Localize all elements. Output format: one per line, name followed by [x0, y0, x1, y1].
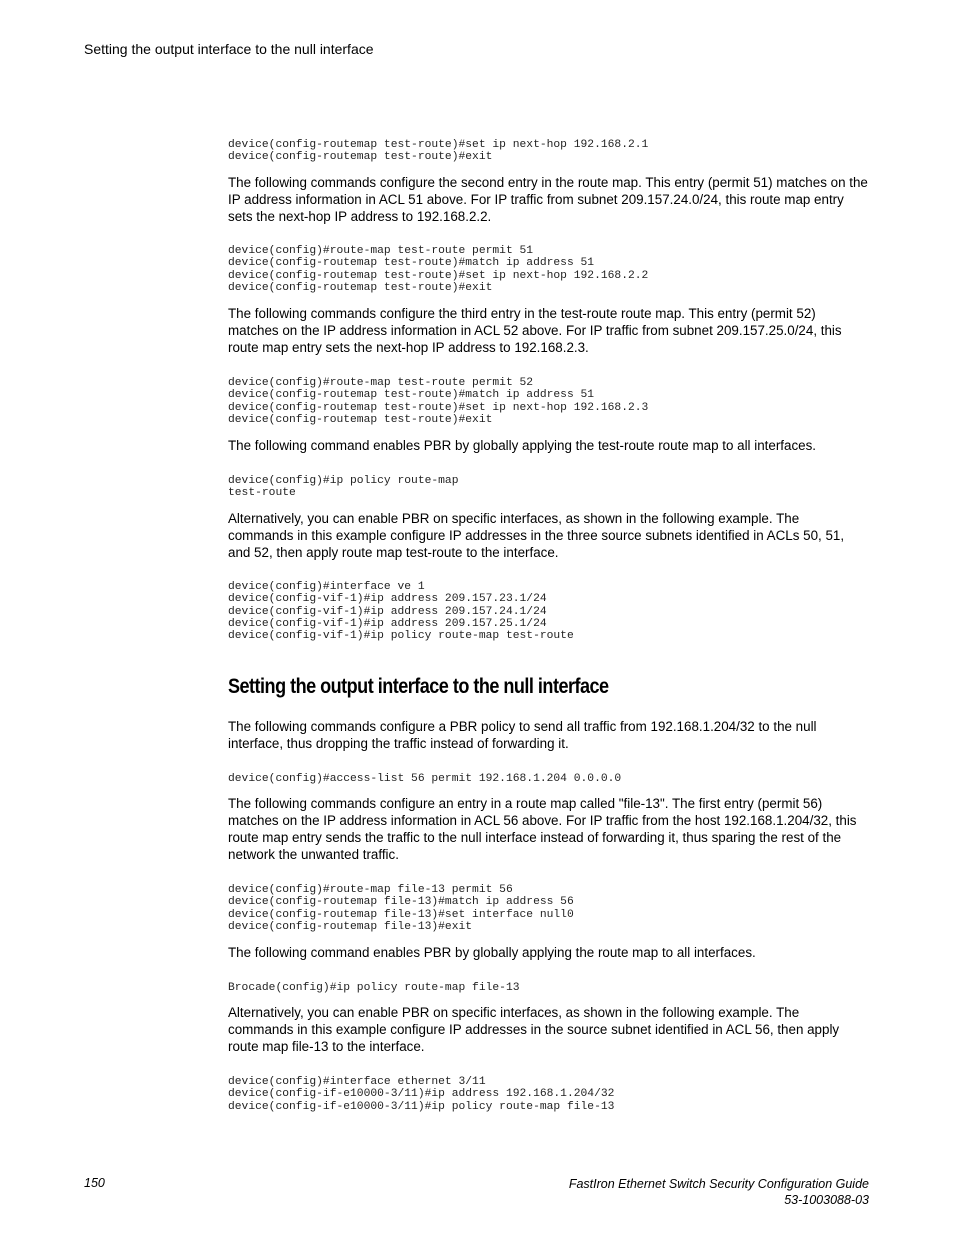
page-number: 150: [84, 1176, 105, 1190]
code-block: device(config-routemap test-route)#set ip next-hop 192.168.2.1 device(config-routemap test-route)#exit: [228, 139, 649, 164]
code-block: device(config)#route-map file-13 permit 56 device(config-routemap file-13)#match ip address 56 device(config-routemap file-13)#set interface null0 device(config-routemap file-13)#exit: [228, 884, 574, 933]
section-heading: Setting the output interface to the null interface: [228, 675, 609, 698]
code-block: device(config)#interface ethernet 3/11 device(config-if-e10000-3/11)#ip address 192.168.1.204/32 device(config-if-e10000-3/11)#ip policy route-map file-13: [228, 1076, 615, 1113]
body-paragraph: The following commands configure a PBR policy to send all traffic from 192.168.1.204/32 to the null interface, thus dropping the traffic instead of forwarding it.: [228, 719, 817, 751]
body-paragraph: The following command enables PBR by globally applying the test-route route map to all interfaces.: [228, 438, 817, 453]
code-block: device(config)#ip policy route-map test-route: [228, 475, 459, 500]
code-block: device(config)#access-list 56 permit 192.168.1.204 0.0.0.0: [228, 773, 622, 785]
doc-number: 53-1003088-03: [784, 1193, 869, 1207]
body-paragraph: Alternatively, you can enable PBR on specific interfaces, as shown in the following example. The commands in this example configure IP addresses in the source subnet identified in ACL 56, then apply route map file-13 to the interface.: [228, 1005, 840, 1054]
code-block: device(config)#route-map test-route permit 52 device(config-routemap test-route)#match ip address 51 device(config-routemap test-route)#set ip next-hop 192.168.2.3 device(config-routemap test-route)#exit: [228, 377, 649, 426]
body-paragraph: The following command enables PBR by globally applying the route map to all interfaces.: [228, 945, 756, 960]
body-paragraph: The following commands configure the second entry in the route map. This entry (permit 51) matches on the IP address information in ACL 51 above. For IP traffic from subnet 209.157.24.0/24, this route map entry sets the next-hop IP address to 192.168.2.2.: [228, 175, 868, 224]
code-block: Brocade(config)#ip policy route-map file-13: [228, 982, 520, 994]
body-paragraph: The following commands configure the third entry in the test-route route map. This entry (permit 52) matches on the IP address information in ACL 52 above. For IP traffic from subnet 209.157.25.0/24, this route map entry sets the next-hop IP address to 192.168.2.3.: [228, 306, 842, 355]
code-block: device(config)#interface ve 1 device(config-vif-1)#ip address 209.157.23.1/24 device(config-vif-1)#ip address 209.157.24.1/24 device(config-vif-1)#ip address 209.157.25.1/24 device(config-vif-1)#ip policy route-map test-route: [228, 581, 574, 643]
doc-title: FastIron Ethernet Switch Security Configuration Guide: [568, 1177, 869, 1191]
footer-doc-info: [569, 1176, 869, 1208]
body-paragraph: The following commands configure an entry in a route map called "file-13". The first entry (permit 56) matches on the IP address information in ACL 56 above. For IP traffic from the host 192.168.1.204/32, this route map entry sends the traffic to the null interface instead of forwarding it, thus sparing the rest of the network the unwanted traffic.: [228, 796, 857, 862]
body-paragraph: Alternatively, you can enable PBR on specific interfaces, as shown in the following example. The commands in this example configure IP addresses in the three source subnets identified in ACLs 50, 51, and 52, then apply route map test-route to the interface.: [228, 511, 845, 560]
running-header: Setting the output interface to the null interface: [84, 41, 374, 57]
code-block: device(config)#route-map test-route permit 51 device(config-routemap test-route)#match ip address 51 device(config-routemap test-route)#set ip next-hop 192.168.2.2 device(config-routemap test-route)#exit: [228, 245, 649, 294]
